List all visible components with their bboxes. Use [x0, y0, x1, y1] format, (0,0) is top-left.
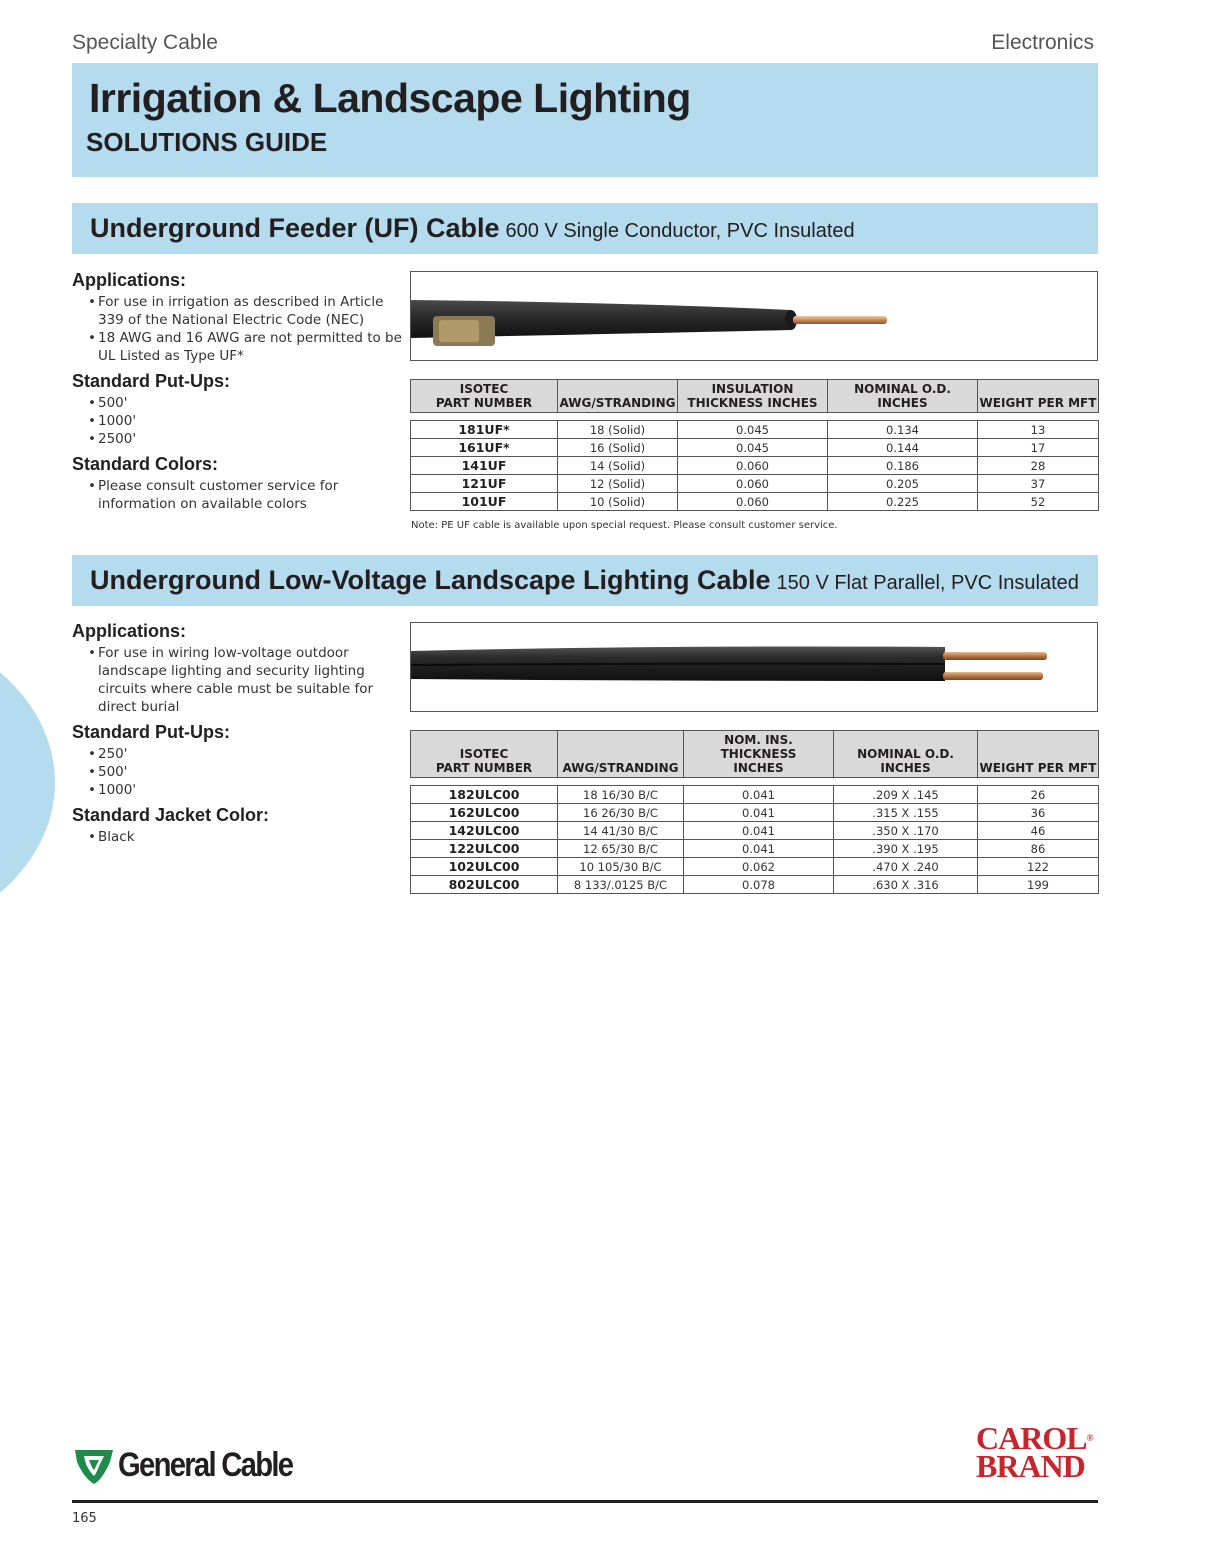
table-row [411, 493, 1099, 511]
page-subtitle: SOLUTIONS GUIDE [86, 127, 328, 157]
uf-colors-heading: Standard Colors: [72, 454, 219, 474]
table-row [411, 421, 1099, 439]
ulc-putups-list [88, 745, 402, 799]
table-cell: 0.060 [678, 457, 828, 475]
col-header-od: NOMINAL O.D. INCHES [828, 380, 978, 413]
table-cell: 122 [978, 858, 1099, 876]
list-item: • 1000' [88, 781, 402, 799]
list-item: • Black [88, 828, 402, 846]
table-cell: 0.225 [828, 493, 978, 511]
ulc-details [72, 621, 402, 846]
part-number-cell: 141UF [411, 457, 558, 475]
table-cell: 18 (Solid) [558, 421, 678, 439]
table-cell: 28 [978, 457, 1099, 475]
ulc-section-title: Underground Low-Voltage Landscape Lighting Cable [90, 565, 771, 595]
table-cell: .209 X .145 [834, 786, 978, 804]
col-header-awg: AWG/STRANDING [558, 731, 684, 778]
table-row [411, 475, 1099, 493]
table-cell: .630 X .316 [834, 876, 978, 894]
uf-putups-list [88, 394, 402, 448]
table-cell: 0.041 [684, 804, 834, 822]
ulc-cable-illustration [411, 623, 1098, 712]
ulc-jacket-heading: Standard Jacket Color: [72, 805, 270, 825]
table-row [411, 822, 1099, 840]
table-cell: 0.041 [684, 786, 834, 804]
table-cell: 36 [978, 804, 1099, 822]
table-cell: .390 X .195 [834, 840, 978, 858]
ulc-spec-table [410, 730, 1099, 894]
part-number-cell: 162ULC00 [411, 804, 558, 822]
table-cell: 0.060 [678, 493, 828, 511]
general-cable-logo [72, 1444, 302, 1486]
table-header-row [411, 380, 1099, 413]
list-item: • For use in wiring low-voltage outdoor landscape lighting and security lighting circuits where cable must be suitable for direct burial [88, 644, 402, 716]
header-section: Electronics [991, 31, 1094, 54]
ulc-jacket-list [88, 828, 402, 846]
uf-section-title: Underground Feeder (UF) Cable [90, 213, 500, 243]
table-cell: 16 (Solid) [558, 439, 678, 457]
part-number-cell: 142ULC00 [411, 822, 558, 840]
part-number-cell: 101UF [411, 493, 558, 511]
list-item: • Please consult customer service for information on available colors [88, 477, 402, 513]
ulc-applications-list [88, 644, 402, 716]
uf-applications-list [88, 293, 402, 365]
table-cell: 13 [978, 421, 1099, 439]
part-number-cell: 802ULC00 [411, 876, 558, 894]
decorative-side-circle [0, 620, 55, 945]
part-number-cell: 161UF* [411, 439, 558, 457]
col-header-insulation: NOM. INS. THICKNESS INCHES [684, 731, 834, 778]
table-cell: 12 (Solid) [558, 475, 678, 493]
table-cell: 14 (Solid) [558, 457, 678, 475]
table-row [411, 457, 1099, 475]
table-cell: 0.078 [684, 876, 834, 894]
footer-divider [72, 1500, 1098, 1503]
uf-details [72, 270, 402, 513]
list-item: • For use in irrigation as described in Article 339 of the National Electric Code (NEC) [88, 293, 402, 329]
table-cell: 86 [978, 840, 1099, 858]
table-cell: 0.144 [828, 439, 978, 457]
table-cell: 0.045 [678, 421, 828, 439]
uf-applications-heading: Applications: [72, 270, 187, 290]
registered-mark: ® [1086, 1433, 1093, 1443]
list-item: • 250' [88, 745, 402, 763]
table-cell: .315 X .155 [834, 804, 978, 822]
col-header-weight: WEIGHT PER MFT [978, 731, 1099, 778]
uf-section-subtitle: 600 V Single Conductor, PVC Insulated [505, 220, 855, 242]
table-cell: 10 105/30 B/C [558, 858, 684, 876]
table-row [411, 840, 1099, 858]
table-cell: 0.134 [828, 421, 978, 439]
uf-section-banner [72, 203, 1098, 254]
table-cell: 46 [978, 822, 1099, 840]
table-row [411, 858, 1099, 876]
ulc-putups-heading: Standard Put-Ups: [72, 722, 231, 742]
carol-wordmark: CAROL [976, 1420, 1087, 1456]
table-row [411, 786, 1099, 804]
list-item: • 500' [88, 394, 402, 412]
table-cell: 0.041 [684, 840, 834, 858]
table-cell: 12 65/30 B/C [558, 840, 684, 858]
part-number-cell: 181UF* [411, 421, 558, 439]
ulc-section-banner [72, 555, 1098, 606]
col-header-insulation: INSULATION THICKNESS INCHES [678, 380, 828, 413]
col-header-weight: WEIGHT PER MFT [978, 380, 1099, 413]
table-cell: 199 [978, 876, 1099, 894]
table-cell: 18 16/30 B/C [558, 786, 684, 804]
part-number-cell: 182ULC00 [411, 786, 558, 804]
general-cable-mark-icon [72, 1444, 116, 1486]
table-cell: .470 X .240 [834, 858, 978, 876]
table-cell: 0.062 [684, 858, 834, 876]
part-number-cell: 102ULC00 [411, 858, 558, 876]
uf-spec-table [410, 379, 1099, 511]
table-cell: 17 [978, 439, 1099, 457]
list-item: • 18 AWG and 16 AWG are not permitted to be UL Listed as Type UF* [88, 329, 402, 365]
list-item: • 1000' [88, 412, 402, 430]
table-cell: 0.041 [684, 822, 834, 840]
running-header [72, 31, 1098, 57]
ulc-applications-heading: Applications: [72, 621, 187, 641]
table-cell: 0.045 [678, 439, 828, 457]
table-row [411, 439, 1099, 457]
table-row [411, 804, 1099, 822]
ulc-cable-photo [410, 622, 1098, 712]
uf-table-note: Note: PE UF cable is available upon special request. Please consult customer service. [411, 520, 838, 531]
table-header-row [411, 731, 1099, 778]
part-number-cell: 122ULC00 [411, 840, 558, 858]
col-header-part-number: ISOTEC PART NUMBER [411, 731, 558, 778]
list-item: • 2500' [88, 430, 402, 448]
brand-wordmark: BRAND [976, 1448, 1085, 1484]
uf-colors-list [88, 477, 402, 513]
table-cell: 8 133/.0125 B/C [558, 876, 684, 894]
table-cell: 52 [978, 493, 1099, 511]
table-cell: 0.060 [678, 475, 828, 493]
carol-brand-logo [976, 1420, 1098, 1484]
table-cell: 10 (Solid) [558, 493, 678, 511]
table-cell: .350 X .170 [834, 822, 978, 840]
list-item: • 500' [88, 763, 402, 781]
table-cell: 16 26/30 B/C [558, 804, 684, 822]
uf-putups-heading: Standard Put-Ups: [72, 371, 231, 391]
page-number: 165 [72, 1511, 97, 1526]
col-header-od: NOMINAL O.D. INCHES [834, 731, 978, 778]
table-cell: 14 41/30 B/C [558, 822, 684, 840]
table-cell: 0.186 [828, 457, 978, 475]
col-header-awg: AWG/STRANDING [558, 380, 678, 413]
col-header-part-number: ISOTEC PART NUMBER [411, 380, 558, 413]
table-cell: 37 [978, 475, 1099, 493]
header-category: Specialty Cable [72, 31, 218, 54]
uf-cable-illustration [411, 272, 1098, 361]
general-cable-wordmark: General Cable [118, 1446, 293, 1484]
page-title: Irrigation & Landscape Lighting [89, 75, 691, 121]
part-number-cell: 121UF [411, 475, 558, 493]
table-cell: 0.205 [828, 475, 978, 493]
uf-cable-photo [410, 271, 1098, 361]
table-row [411, 876, 1099, 894]
title-banner [72, 63, 1098, 177]
ulc-section-subtitle: 150 V Flat Parallel, PVC Insulated [776, 572, 1079, 594]
table-cell: 26 [978, 786, 1099, 804]
